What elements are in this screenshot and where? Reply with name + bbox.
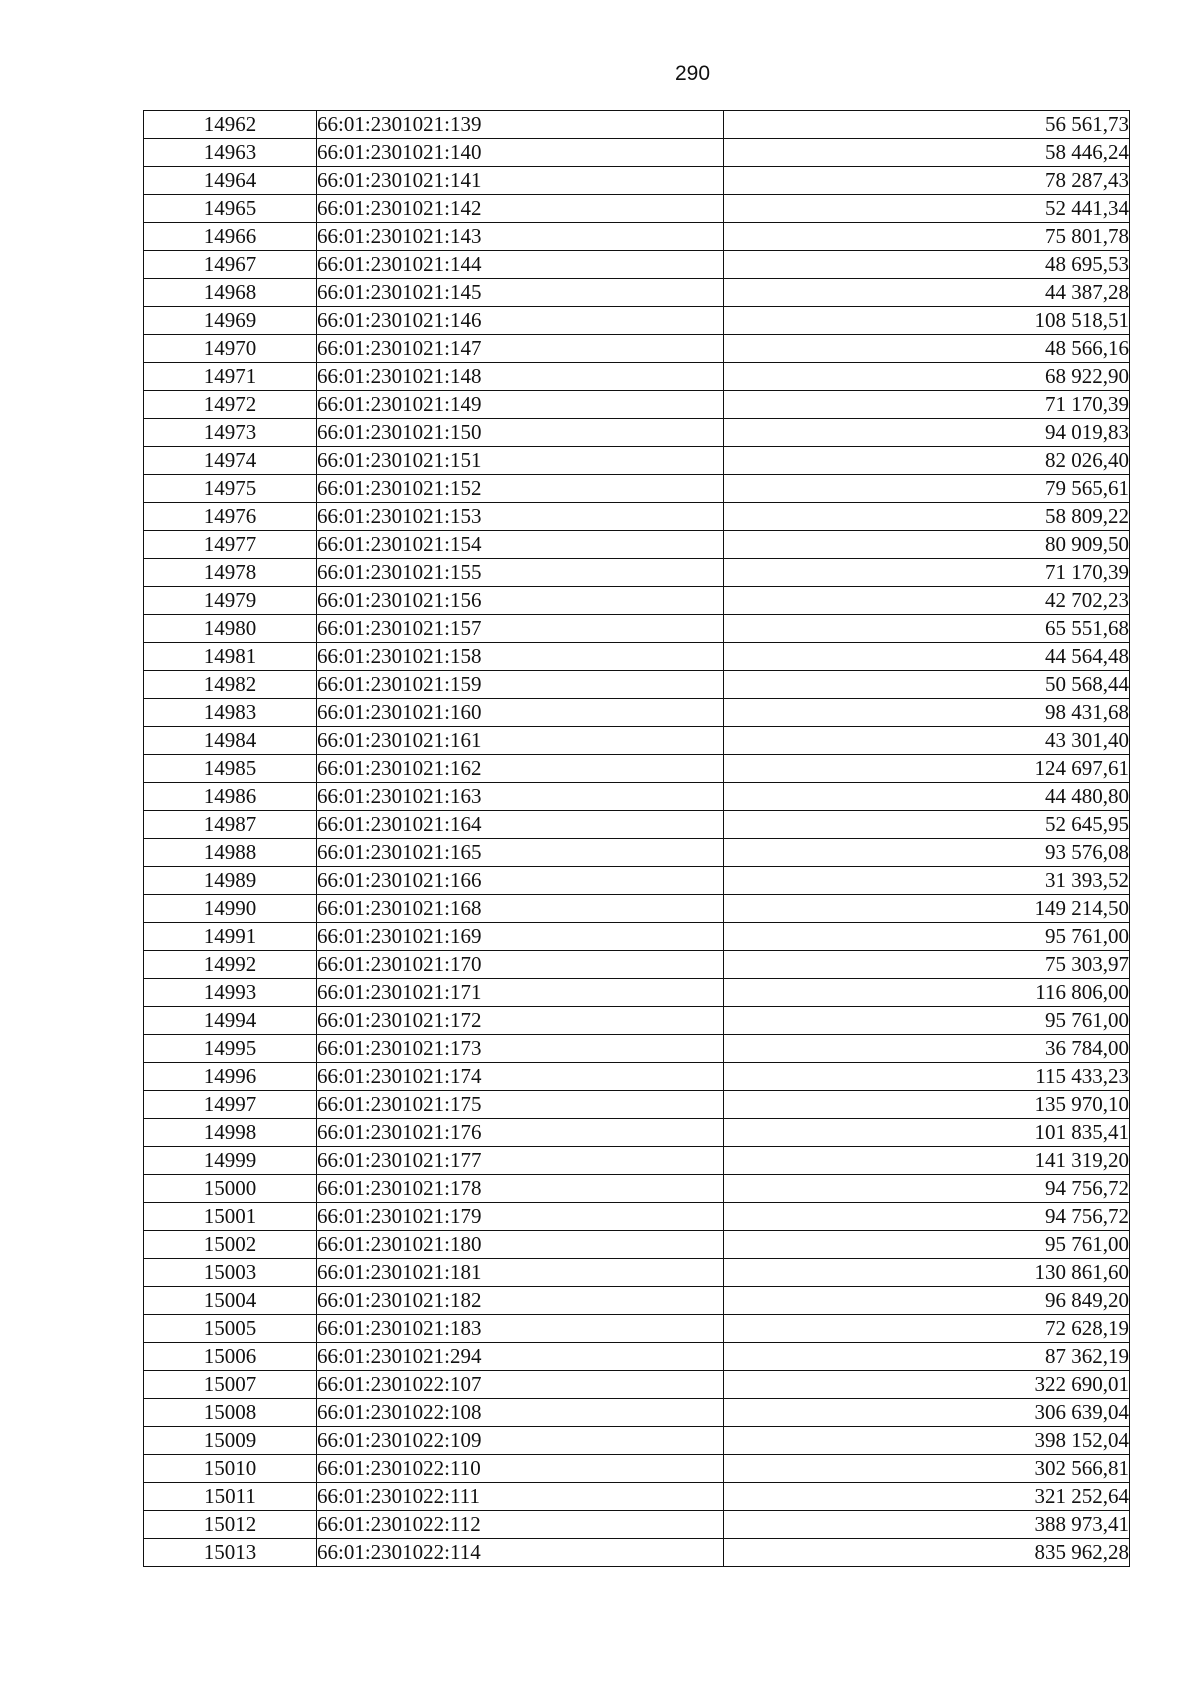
cadastral-value-cell: 65 551,68 (724, 615, 1130, 643)
row-number-cell: 15005 (144, 1315, 317, 1343)
row-number-cell: 15004 (144, 1287, 317, 1315)
row-number-cell: 15007 (144, 1371, 317, 1399)
cadastral-number-cell: 66:01:2301021:172 (317, 1007, 724, 1035)
row-number-cell: 14963 (144, 139, 317, 167)
table-row (144, 223, 1130, 251)
cadastral-value-cell: 322 690,01 (724, 1371, 1130, 1399)
cadastral-value-cell: 101 835,41 (724, 1119, 1130, 1147)
cadastral-value-cell: 50 568,44 (724, 671, 1130, 699)
table-row (144, 1483, 1130, 1511)
cadastral-number-cell: 66:01:2301021:156 (317, 587, 724, 615)
cadastral-number-cell: 66:01:2301021:166 (317, 867, 724, 895)
table-row (144, 1147, 1130, 1175)
cadastral-number-cell: 66:01:2301021:150 (317, 419, 724, 447)
table-row (144, 1343, 1130, 1371)
table-row (144, 1455, 1130, 1483)
table-row (144, 1063, 1130, 1091)
row-number-cell: 14998 (144, 1119, 317, 1147)
table-row (144, 1511, 1130, 1539)
cadastral-number-cell: 66:01:2301022:111 (317, 1483, 724, 1511)
row-number-cell: 15009 (144, 1427, 317, 1455)
row-number-cell: 15000 (144, 1175, 317, 1203)
table-row (144, 1399, 1130, 1427)
cadastral-value-cell: 75 801,78 (724, 223, 1130, 251)
cadastral-number-cell: 66:01:2301021:158 (317, 643, 724, 671)
row-number-cell: 15003 (144, 1259, 317, 1287)
table-row (144, 951, 1130, 979)
table-row (144, 139, 1130, 167)
cadastral-value-cell: 72 628,19 (724, 1315, 1130, 1343)
cadastral-value-cell: 36 784,00 (724, 1035, 1130, 1063)
table-row (144, 671, 1130, 699)
cadastral-number-cell: 66:01:2301021:181 (317, 1259, 724, 1287)
row-number-cell: 14973 (144, 419, 317, 447)
row-number-cell: 14974 (144, 447, 317, 475)
row-number-cell: 14965 (144, 195, 317, 223)
cadastral-value-cell: 75 303,97 (724, 951, 1130, 979)
cadastral-number-cell: 66:01:2301022:112 (317, 1511, 724, 1539)
cadastral-number-cell: 66:01:2301021:149 (317, 391, 724, 419)
table-row (144, 615, 1130, 643)
table-row (144, 811, 1130, 839)
cadastral-value-cell: 94 756,72 (724, 1203, 1130, 1231)
row-number-cell: 14987 (144, 811, 317, 839)
cadastral-number-cell: 66:01:2301021:142 (317, 195, 724, 223)
cadastral-value-cell: 116 806,00 (724, 979, 1130, 1007)
cadastral-value-cell: 48 695,53 (724, 251, 1130, 279)
cadastral-number-cell: 66:01:2301021:143 (317, 223, 724, 251)
table-row (144, 1119, 1130, 1147)
cadastral-value-cell: 94 756,72 (724, 1175, 1130, 1203)
cadastral-value-cell: 98 431,68 (724, 699, 1130, 727)
cadastral-number-cell: 66:01:2301021:174 (317, 1063, 724, 1091)
cadastral-number-cell: 66:01:2301021:183 (317, 1315, 724, 1343)
table-row (144, 867, 1130, 895)
cadastral-value-cell: 388 973,41 (724, 1511, 1130, 1539)
cadastral-value-cell: 43 301,40 (724, 727, 1130, 755)
cadastral-value-cell: 93 576,08 (724, 839, 1130, 867)
row-number-cell: 15006 (144, 1343, 317, 1371)
row-number-cell: 14992 (144, 951, 317, 979)
table-row (144, 727, 1130, 755)
cadastral-number-cell: 66:01:2301021:144 (317, 251, 724, 279)
table-row (144, 587, 1130, 615)
cadastral-value-cell: 130 861,60 (724, 1259, 1130, 1287)
cadastral-number-cell: 66:01:2301021:160 (317, 699, 724, 727)
cadastral-value-cell: 48 566,16 (724, 335, 1130, 363)
table-row (144, 783, 1130, 811)
cadastral-number-cell: 66:01:2301021:163 (317, 783, 724, 811)
cadastral-value-cell: 115 433,23 (724, 1063, 1130, 1091)
cadastral-value-cell: 80 909,50 (724, 531, 1130, 559)
table-row (144, 1175, 1130, 1203)
cadastral-number-cell: 66:01:2301021:162 (317, 755, 724, 783)
cadastral-value-cell: 302 566,81 (724, 1455, 1130, 1483)
table-row (144, 251, 1130, 279)
row-number-cell: 14988 (144, 839, 317, 867)
row-number-cell: 15013 (144, 1539, 317, 1567)
table-row (144, 419, 1130, 447)
cadastral-value-cell: 44 480,80 (724, 783, 1130, 811)
cadastral-number-cell: 66:01:2301022:114 (317, 1539, 724, 1567)
cadastral-number-cell: 66:01:2301021:161 (317, 727, 724, 755)
cadastral-value-cell: 42 702,23 (724, 587, 1130, 615)
cadastral-value-cell: 58 446,24 (724, 139, 1130, 167)
table-row (144, 979, 1130, 1007)
cadastral-number-cell: 66:01:2301021:151 (317, 447, 724, 475)
cadastral-number-cell: 66:01:2301021:175 (317, 1091, 724, 1119)
table-row (144, 755, 1130, 783)
row-number-cell: 14991 (144, 923, 317, 951)
cadastral-value-cell: 124 697,61 (724, 755, 1130, 783)
cadastral-value-cell: 149 214,50 (724, 895, 1130, 923)
table-row (144, 503, 1130, 531)
row-number-cell: 14997 (144, 1091, 317, 1119)
row-number-cell: 14977 (144, 531, 317, 559)
cadastral-value-cell: 306 639,04 (724, 1399, 1130, 1427)
cadastral-number-cell: 66:01:2301021:155 (317, 559, 724, 587)
row-number-cell: 14985 (144, 755, 317, 783)
table-row (144, 1091, 1130, 1119)
table-body (144, 111, 1130, 1567)
row-number-cell: 14980 (144, 615, 317, 643)
cadastral-number-cell: 66:01:2301021:147 (317, 335, 724, 363)
row-number-cell: 14966 (144, 223, 317, 251)
row-number-cell: 15001 (144, 1203, 317, 1231)
row-number-cell: 14976 (144, 503, 317, 531)
table-row (144, 559, 1130, 587)
cadastral-number-cell: 66:01:2301021:171 (317, 979, 724, 1007)
row-number-cell: 14979 (144, 587, 317, 615)
row-number-cell: 14989 (144, 867, 317, 895)
cadastral-number-cell: 66:01:2301022:109 (317, 1427, 724, 1455)
cadastral-value-cell: 79 565,61 (724, 475, 1130, 503)
cadastral-number-cell: 66:01:2301021:164 (317, 811, 724, 839)
cadastral-number-cell: 66:01:2301021:294 (317, 1343, 724, 1371)
table-row (144, 839, 1130, 867)
table-row (144, 391, 1130, 419)
cadastral-number-cell: 66:01:2301021:178 (317, 1175, 724, 1203)
row-number-cell: 14972 (144, 391, 317, 419)
table-row (144, 895, 1130, 923)
cadastral-value-cell: 68 922,90 (724, 363, 1130, 391)
table-row (144, 1259, 1130, 1287)
cadastral-value-cell: 835 962,28 (724, 1539, 1130, 1567)
cadastral-value-cell: 44 564,48 (724, 643, 1130, 671)
row-number-cell: 15002 (144, 1231, 317, 1259)
table-row (144, 1203, 1130, 1231)
row-number-cell: 14990 (144, 895, 317, 923)
cadastral-value-cell: 58 809,22 (724, 503, 1130, 531)
cadastral-number-cell: 66:01:2301021:157 (317, 615, 724, 643)
cadastral-value-cell: 95 761,00 (724, 1007, 1130, 1035)
row-number-cell: 15010 (144, 1455, 317, 1483)
cadastral-number-cell: 66:01:2301021:177 (317, 1147, 724, 1175)
row-number-cell: 14975 (144, 475, 317, 503)
table-row (144, 531, 1130, 559)
cadastral-value-cell: 321 252,64 (724, 1483, 1130, 1511)
page-number: 290 (674, 62, 711, 85)
row-number-cell: 14981 (144, 643, 317, 671)
cadastral-value-cell: 108 518,51 (724, 307, 1130, 335)
table-row (144, 363, 1130, 391)
row-number-cell: 14999 (144, 1147, 317, 1175)
cadastral-value-cell: 82 026,40 (724, 447, 1130, 475)
cadastral-number-cell: 66:01:2301021:148 (317, 363, 724, 391)
table-row (144, 923, 1130, 951)
cadastral-value-cell: 56 561,73 (724, 111, 1130, 139)
row-number-cell: 14986 (144, 783, 317, 811)
cadastral-value-cell: 78 287,43 (724, 167, 1130, 195)
cadastral-number-cell: 66:01:2301022:110 (317, 1455, 724, 1483)
table-row (144, 1371, 1130, 1399)
cadastral-number-cell: 66:01:2301021:170 (317, 951, 724, 979)
row-number-cell: 14993 (144, 979, 317, 1007)
table-row (144, 475, 1130, 503)
table-row (144, 1315, 1130, 1343)
row-number-cell: 14968 (144, 279, 317, 307)
cadastral-value-cell: 44 387,28 (724, 279, 1130, 307)
cadastral-number-cell: 66:01:2301021:141 (317, 167, 724, 195)
cadastral-number-cell: 66:01:2301021:140 (317, 139, 724, 167)
cadastral-value-cell: 71 170,39 (724, 559, 1130, 587)
row-number-cell: 14994 (144, 1007, 317, 1035)
row-number-cell: 14984 (144, 727, 317, 755)
row-number-cell: 14995 (144, 1035, 317, 1063)
cadastral-number-cell: 66:01:2301022:108 (317, 1399, 724, 1427)
row-number-cell: 14969 (144, 307, 317, 335)
row-number-cell: 14971 (144, 363, 317, 391)
row-number-cell: 14978 (144, 559, 317, 587)
row-number-cell: 14996 (144, 1063, 317, 1091)
cadastral-value-cell: 94 019,83 (724, 419, 1130, 447)
cadastral-number-cell: 66:01:2301022:107 (317, 1371, 724, 1399)
row-number-cell: 14970 (144, 335, 317, 363)
row-number-cell: 15008 (144, 1399, 317, 1427)
table-row (144, 1287, 1130, 1315)
row-number-cell: 14983 (144, 699, 317, 727)
cadastral-number-cell: 66:01:2301021:146 (317, 307, 724, 335)
cadastral-number-cell: 66:01:2301021:182 (317, 1287, 724, 1315)
cadastral-value-cell: 95 761,00 (724, 1231, 1130, 1259)
table-row (144, 167, 1130, 195)
table-row (144, 1231, 1130, 1259)
cadastral-number-cell: 66:01:2301021:145 (317, 279, 724, 307)
table-row (144, 111, 1130, 139)
cadastral-value-cell: 398 152,04 (724, 1427, 1130, 1455)
cadastral-number-cell: 66:01:2301021:153 (317, 503, 724, 531)
cadastral-value-cell: 95 761,00 (724, 923, 1130, 951)
row-number-cell: 15012 (144, 1511, 317, 1539)
row-number-cell: 14982 (144, 671, 317, 699)
cadastral-number-cell: 66:01:2301021:169 (317, 923, 724, 951)
cadastral-number-cell: 66:01:2301021:159 (317, 671, 724, 699)
cadastral-value-cell: 31 393,52 (724, 867, 1130, 895)
cadastral-value-cell: 96 849,20 (724, 1287, 1130, 1315)
row-number-cell: 15011 (144, 1483, 317, 1511)
row-number-cell: 14964 (144, 167, 317, 195)
cadastral-value-table (143, 110, 1130, 1567)
cadastral-number-cell: 66:01:2301021:179 (317, 1203, 724, 1231)
cadastral-number-cell: 66:01:2301021:173 (317, 1035, 724, 1063)
table-row (144, 643, 1130, 671)
cadastral-number-cell: 66:01:2301021:180 (317, 1231, 724, 1259)
cadastral-value-cell: 71 170,39 (724, 391, 1130, 419)
cadastral-number-cell: 66:01:2301021:176 (317, 1119, 724, 1147)
table-row (144, 1427, 1130, 1455)
table-row (144, 447, 1130, 475)
cadastral-number-cell: 66:01:2301021:152 (317, 475, 724, 503)
table-row (144, 195, 1130, 223)
cadastral-number-cell: 66:01:2301021:154 (317, 531, 724, 559)
table-row (144, 307, 1130, 335)
cadastral-value-cell: 141 319,20 (724, 1147, 1130, 1175)
table-row (144, 699, 1130, 727)
table-row (144, 335, 1130, 363)
row-number-cell: 14967 (144, 251, 317, 279)
cadastral-number-cell: 66:01:2301021:168 (317, 895, 724, 923)
cadastral-value-cell: 87 362,19 (724, 1343, 1130, 1371)
cadastral-value-cell: 52 645,95 (724, 811, 1130, 839)
cadastral-value-cell: 135 970,10 (724, 1091, 1130, 1119)
cadastral-number-cell: 66:01:2301021:139 (317, 111, 724, 139)
cadastral-value-cell: 52 441,34 (724, 195, 1130, 223)
table-row (144, 1539, 1130, 1567)
cadastral-number-cell: 66:01:2301021:165 (317, 839, 724, 867)
row-number-cell: 14962 (144, 111, 317, 139)
table-row (144, 279, 1130, 307)
table-row (144, 1035, 1130, 1063)
table-row (144, 1007, 1130, 1035)
